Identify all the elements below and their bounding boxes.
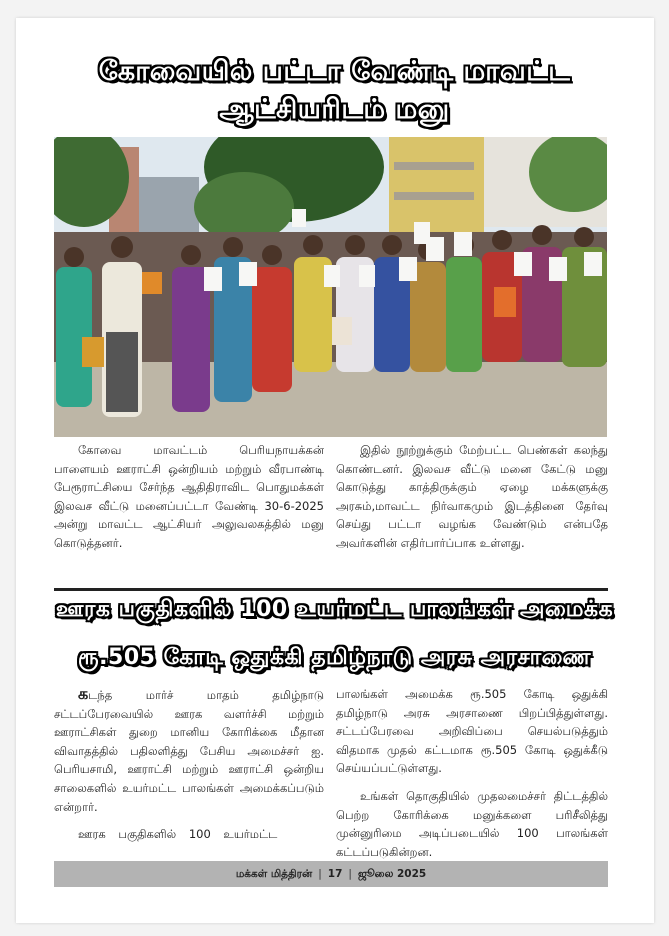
protest-photo	[54, 137, 607, 437]
story2-paragraph-1	[54, 685, 324, 816]
story1-paragraph-1: கோவை மாவட்டம் பெரியநாயக்கன் பாளையம் ஊராட்சி ஒன்றியம் மற்றும் வீரபாண்டி பேரூராட்சியை சேர்ந்த ஆதிதிராவிட பொதுமக்கள் இலவச வீட்டு மனைப்பட்டா வேண்டி 30-6-2025 அன்று மாவட்ட ஆட்சியர் அலுவலகத்தில் மனு கொடுத்தனர்.	[54, 443, 324, 550]
footer-separator: |	[348, 868, 352, 880]
story1-column-left	[54, 441, 324, 553]
story1-headline-line2: ஆட்சியரிடம் மனு	[219, 94, 450, 125]
section-divider	[54, 588, 608, 591]
footer-separator: |	[318, 868, 322, 880]
story2-headline-line1: ஊரக பகுதிகளில் 100 உயர்மட்ட பாலங்கள் அமைக்க	[55, 597, 614, 622]
story2-column-right	[336, 685, 608, 861]
page-footer	[54, 861, 608, 887]
story2-paragraph-2: ஊரக பகுதிகளில் 100 உயர்மட்ட	[78, 827, 278, 842]
footer-publication: மக்கள் மித்திரன்	[235, 867, 313, 880]
drop-cap: க	[78, 684, 89, 703]
story2-headline-line2: ரூ.505 கோடி ஒதுக்கி தமிழ்நாடு அரசு அரசாணை	[78, 645, 591, 670]
story1-headline-line1: கோவையில் பட்டா வேண்டி மாவட்ட	[98, 56, 571, 87]
story2-paragraph-4: உங்கள் தொகுதியில் முதலமைச்சர் திட்டத்தில் பெற்ற கோரிக்கை மனுக்களை பரிசீலித்து முன்னுரிமை அடிப்படையில் 100 பாலங்கள் கட்டப்படுகின்றன.	[336, 788, 608, 859]
footer-issue: ஜூலை 2025	[357, 867, 427, 880]
story1-column-right	[336, 441, 608, 553]
story2-paragraph-1-text: டந்த மார்ச் மாதம் தமிழ்நாடு சட்டப்பேரவையில் ஊரக வளர்ச்சி மற்றும் ஊராட்சிகள் துறை மானிய கோரிக்கை மீதான விவாதத்தில் பதிலளித்து பேசிய அமைச்சர் ஐ. பெரியசாமி, ஊராட்சி மற்றும் ஊராட்சி ஒன்றிய சாலைகளில் உயர்மட்ட பாலங்கள் அமைக்கப்படும் என்றார்.	[54, 688, 324, 814]
story1-paragraph-2: இதில் நூற்றுக்கும் மேற்பட்ட பெண்கள் கலந்து கொண்டனர். இலவச வீட்டு மனை கேட்டு மனு கொடுத்து காத்திருக்கும் ஏழை மக்களுக்கு அரசும்,மாவட்ட நிர்வாகமும் இடத்தினை தேர்வு செய்து பட்டா வழங்க வேண்டும் என்பதே அவர்களின் எதிர்பார்ப்பாக உள்ளது.	[336, 443, 608, 550]
story2-column-left	[54, 685, 324, 844]
story2-paragraph-3: பாலங்கள் அமைக்க ரூ.505 கோடி ஒதுக்கி தமிழ்நாடு அரசு அரசாணை பிறப்பித்துள்ளது. சட்டப்பேரவை அறிவிப்பை செயல்படுத்தும் விதமாக முதல் கட்டமாக ரூ.505 கோடி ஒதுக்கீடு செய்யப்பட்டுள்ளது.	[336, 687, 608, 776]
footer-page-number: 17	[327, 868, 343, 880]
